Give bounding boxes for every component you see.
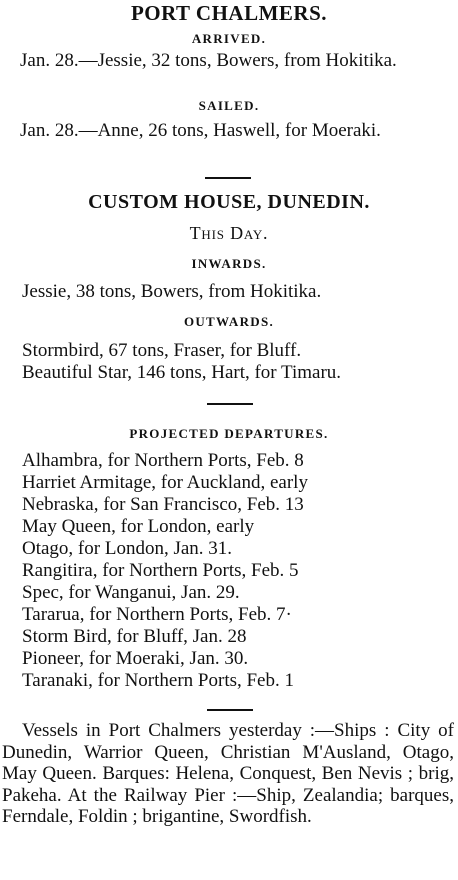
inwards-entry: Jessie, 38 tons, Bowers, from Hokitika. <box>22 281 322 302</box>
departure-item: Harriet Armitage, for Auckland, early <box>22 472 308 493</box>
divider-rule <box>207 709 253 711</box>
this-day-subtitle: This Day. <box>189 223 269 243</box>
departure-item: Alhambra, for Northern Ports, Feb. 8 <box>22 450 304 471</box>
departure-item: Tararua, for Northern Ports, Feb. 7· <box>22 604 292 625</box>
port-chalmers-title: PORT CHALMERS. <box>130 1 328 25</box>
departure-item: Spec, for Wanganui, Jan. 29. <box>22 582 240 603</box>
departure-item: Taranaki, for Northern Ports, Feb. 1 <box>22 670 294 691</box>
departure-item: Nebraska, for San Francisco, Feb. 13 <box>22 494 304 515</box>
arrived-entry: Jan. 28.—Jessie, 32 tons, Bowers, from Hokitika. <box>20 50 397 71</box>
departure-item: Otago, for London, Jan. 31. <box>22 538 233 559</box>
custom-house-title: CUSTOM HOUSE, DUNEDIN. <box>88 191 370 213</box>
outwards-heading: OUTWARDS. <box>183 314 275 329</box>
inwards-heading: INWARDS. <box>191 256 267 271</box>
arrived-heading: ARRIVED. <box>191 31 267 46</box>
departure-item: May Queen, for London, early <box>22 516 255 537</box>
outwards-entry: Stormbird, 67 tons, Fraser, for Bluff. <box>22 340 302 361</box>
divider-rule <box>207 403 253 405</box>
sailed-entry: Jan. 28.—Anne, 26 tons, Haswell, for Moeraki. <box>20 120 381 141</box>
departures-heading: PROJECTED DEPARTURES. <box>129 426 329 441</box>
outwards-entry: Beautiful Star, 146 tons, Hart, for Timaru. <box>22 362 342 383</box>
vessels-in-port-paragraph: Vessels in Port Chalmers yesterday :—Ships : City of Dunedin, Warrior Queen, Christian M'Ausland, Otago, May Queen. Barques: Helena, Conquest, Ben Nevis ; brig, Pakeha. At the Railway Pier :—Ship, Zealandia; barques, Ferndale, Foldin ; brigantine, Swordfish. <box>2 720 454 827</box>
divider-rule <box>205 177 251 179</box>
sailed-heading: SAILED. <box>198 98 260 113</box>
departure-item: Pioneer, for Moeraki, Jan. 30. <box>22 648 249 669</box>
departure-item: Rangitira, for Northern Ports, Feb. 5 <box>22 560 299 581</box>
departure-item: Storm Bird, for Bluff, Jan. 28 <box>22 626 247 647</box>
